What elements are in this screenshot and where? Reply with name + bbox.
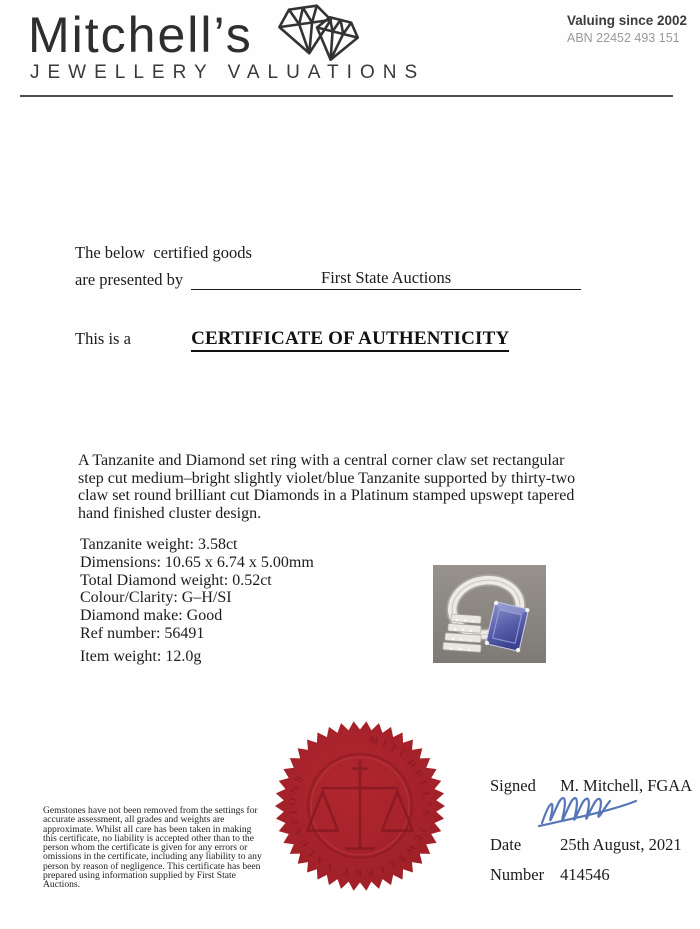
- spec-ref-number: Ref number: 56491: [80, 624, 205, 642]
- signed-label: Signed: [490, 776, 536, 795]
- valuing-since-text: Valuing since 2002: [567, 13, 688, 28]
- presented-by-block: [75, 243, 581, 290]
- item-specs: [80, 536, 314, 643]
- brand-tagline: JEWELLERY VALUATIONS: [30, 62, 426, 83]
- header-divider: [20, 95, 673, 97]
- spec-diamond-make: Diamond make: Good: [80, 607, 223, 625]
- item-description: A Tanzanite and Diamond set ring with a central corner claw set rectangular step cut medium–bright slightly violet/blue Tanzanite supported by thirty-two claw set round brilliant cut Diamonds in a Platinum stamped upswept tapered hand finished cluster design.: [78, 452, 576, 522]
- spec-dimensions: Dimensions: 10.65 x 6.74 x 5.00mm: [80, 553, 314, 571]
- number-row: [490, 865, 610, 885]
- abn-text: ABN 22452 493 151: [567, 31, 680, 45]
- twin-diamonds-icon: [272, 2, 360, 70]
- presented-line1: The below certified goods: [75, 243, 252, 262]
- handwritten-signature: [536, 792, 651, 836]
- number-label: Number: [490, 865, 545, 884]
- date-value: 25th August, 2021: [560, 835, 682, 854]
- certificate-title: CERTIFICATE OF AUTHENTICITY: [191, 328, 509, 352]
- presenter-name: First State Auctions: [191, 268, 581, 290]
- signed-value: M. Mitchell, FGAA: [560, 776, 693, 795]
- spec-tanzanite-weight: Tanzanite weight: 3.58ct: [80, 536, 238, 553]
- spec-colour-clarity: Colour/Clarity: G–H/SI: [80, 589, 232, 607]
- seal-ring-text: MITCHELL’S JEWELLERY VALUATIONS: [287, 734, 432, 878]
- spec-diamond-weight: Total Diamond weight: 0.52ct: [80, 571, 272, 589]
- red-wax-seal: [275, 721, 445, 891]
- date-label: Date: [490, 835, 522, 854]
- spec-item-weight: Item weight: 12.0g: [80, 648, 202, 665]
- number-value: 414546: [560, 865, 610, 884]
- certificate-title-row: [75, 328, 509, 350]
- date-row: [490, 835, 682, 855]
- presented-line2-prefix: are presented by: [75, 270, 184, 289]
- disclaimer-text: Gemstones have not been removed from the settings for accurate assessment, all grades and weights are approximate. Whilst all care has been taken in making this certificate, no liability is accepted other than to the person whom the certificate is given for any errors or omissions in the certificate, including any liability to any person by reason of negligence. This certificate has been prepared using information supplied by First State Auctions.: [43, 805, 262, 891]
- brand-wordmark: Mitchell’s: [28, 7, 253, 63]
- ring-photo: [433, 565, 546, 663]
- title-prefix: This is a: [75, 329, 131, 348]
